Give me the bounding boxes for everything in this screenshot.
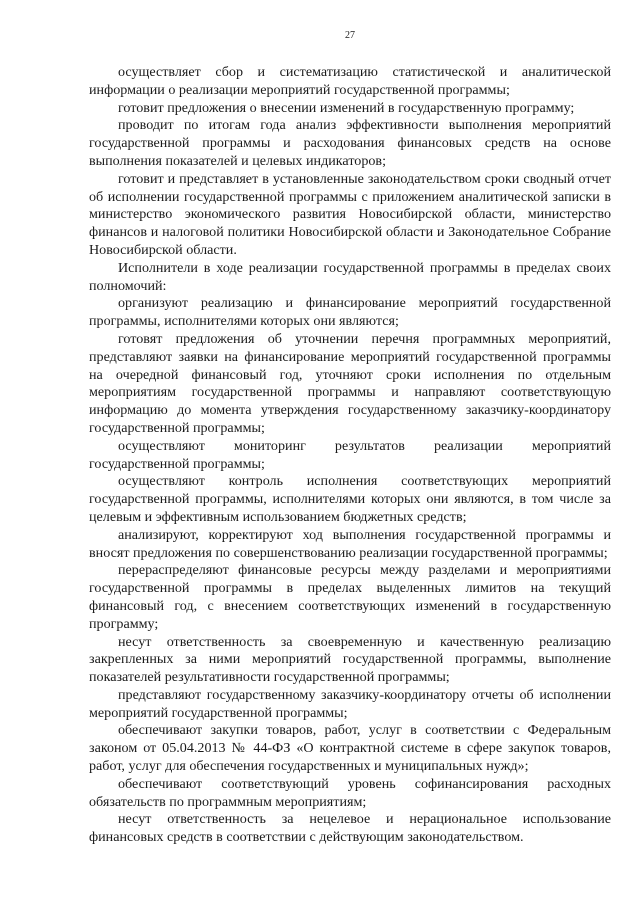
paragraph: несут ответственность за своевременную и качественную реализацию закрепленных за ними мероприятий государственной программы, выполнение показателей результативности государственной программы;: [89, 633, 611, 686]
page-number: 27: [345, 30, 355, 41]
paragraph: обеспечивают закупки товаров, работ, услуг в соответствии с Федеральным законом от 05.04.2013 № 44-ФЗ «О контрактной системе в сфере закупок товаров, работ, услуг для обеспечения государственных и муниципальных нужд»;: [89, 722, 611, 775]
paragraph: организуют реализацию и финансирование мероприятий государственной программы, исполнителями которых они являются;: [89, 295, 611, 330]
paragraph: несут ответственность за нецелевое и нерациональное использование финансовых средств в соответствии с действующим законодательством.: [89, 811, 611, 846]
paragraph: осуществляют контроль исполнения соответствующих мероприятий государственной программы, исполнителями которых они являются, в том числе за целевым и эффективным использованием бюджетных средств;: [89, 473, 611, 525]
paragraph: обеспечивают соответствующий уровень софинансирования расходных обязательств по программным мероприятиям;: [89, 775, 611, 810]
paragraph: готовит предложения о внесении изменений в государственную программу;: [118, 99, 575, 116]
paragraph: осуществляют мониторинг результатов реализации мероприятий государственной программы;: [89, 437, 611, 472]
paragraph: перераспределяют финансовые ресурсы между разделами и мероприятиями государственной программы в пределах выделенных лимитов на текущий финансовый год, с внесением соответствующих изменений в государственную программу;: [89, 562, 611, 632]
paragraph: представляют государственному заказчику-координатору отчеты об исполнении мероприятий государственной программы;: [89, 686, 611, 721]
paragraph: готовят предложения об уточнении перечня программных мероприятий, представляют заявки на финансирование мероприятий государственной программы на очередной финансовый год, уточняют сроки исполнения по отдельным мероприятиям государственной программы и направляют соответствующую информацию до момента утверждения государственному заказчику-координатору государственной программы;: [89, 330, 611, 436]
paragraph: проводит по итогам года анализ эффективности выполнения мероприятий государственной программы и расходования финансовых средств на основе выполнения показателей и целевых индикаторов;: [89, 117, 611, 169]
paragraph: готовит и представляет в установленные законодательством сроки сводный отчет об исполнении государственной программы с приложением аналитической записки в министерство экономического развития Новосибирской области, министерство финансов и налоговой политики Новосибирской области и Законодательное Собрание Новосибирской области.: [89, 170, 611, 258]
paragraph: Исполнители в ходе реализации государственной программы в пределах своих полномочий:: [89, 259, 611, 294]
paragraph: осуществляет сбор и систематизацию статистической и аналитической информации о реализации мероприятий государственной программы;: [89, 64, 611, 98]
paragraph: анализируют, корректируют ход выполнения государственной программы и вносят предложения по совершенствованию реализации государственной программы;: [89, 526, 611, 561]
document-body: [89, 64, 611, 847]
